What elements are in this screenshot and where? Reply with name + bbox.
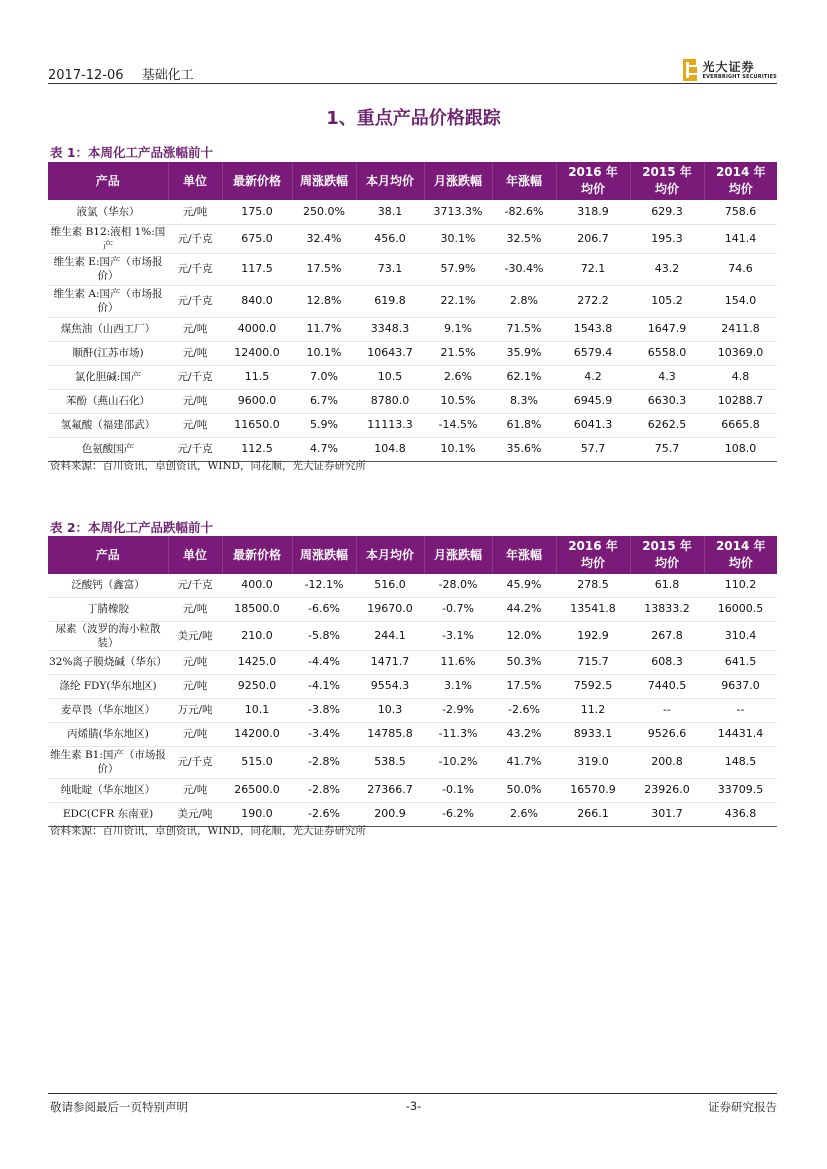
cell-product-name: 泛酸钙（鑫富）	[48, 574, 168, 597]
cell-avg-2015: 6558.0	[630, 341, 704, 365]
cell-yearly-change: 43.2%	[492, 722, 556, 746]
cell-monthly-change: -2.9%	[424, 698, 492, 722]
col-2014-avg: 2014 年 均价	[704, 162, 777, 200]
table-row	[48, 413, 777, 437]
cell-unit: 元/千克	[168, 437, 222, 461]
cell-latest-price: 210.0	[222, 621, 292, 650]
cell-avg-2016: 13541.8	[556, 597, 630, 621]
cell-latest-price: 9250.0	[222, 674, 292, 698]
cell-latest-price: 1425.0	[222, 650, 292, 674]
cell-yearly-change: 2.8%	[492, 285, 556, 317]
table-row	[48, 389, 777, 413]
cell-avg-2016: 715.7	[556, 650, 630, 674]
cell-unit: 元/吨	[168, 341, 222, 365]
cell-monthly-change: 57.9%	[424, 253, 492, 285]
cell-yearly-change: 50.3%	[492, 650, 556, 674]
cell-yearly-change: 32.5%	[492, 224, 556, 253]
cell-unit: 元/千克	[168, 365, 222, 389]
cell-product-name: 液氯（华东）	[48, 200, 168, 224]
cell-monthly-change: 11.6%	[424, 650, 492, 674]
report-sector: 基础化工	[141, 68, 194, 83]
cell-avg-2016: 278.5	[556, 574, 630, 597]
cell-avg-2015: 629.3	[630, 200, 704, 224]
cell-yearly-change: 62.1%	[492, 365, 556, 389]
cell-monthly-change: -28.0%	[424, 574, 492, 597]
cell-latest-price: 400.0	[222, 574, 292, 597]
cell-avg-2015: 61.8	[630, 574, 704, 597]
col-weekly-change: 周涨跌幅	[292, 536, 356, 574]
table-row	[48, 650, 777, 674]
cell-latest-price: 11.5	[222, 365, 292, 389]
cell-monthly-change: 10.5%	[424, 389, 492, 413]
cell-avg-2016: 6579.4	[556, 341, 630, 365]
section-title: 1、重点产品价格跟踪	[326, 108, 501, 129]
cell-month-avg: 10.3	[356, 698, 424, 722]
cell-avg-2014: 4.8	[704, 365, 777, 389]
cell-avg-2016: 206.7	[556, 224, 630, 253]
cell-yearly-change: 8.3%	[492, 389, 556, 413]
cell-avg-2014: 14431.4	[704, 722, 777, 746]
table-row	[48, 365, 777, 389]
cell-product-name: 纯吡啶（华东地区）	[48, 778, 168, 802]
cell-product-name: 维生素 B12:液相 1%:国产	[48, 224, 168, 253]
cell-avg-2014: 33709.5	[704, 778, 777, 802]
logo-mark-icon	[683, 59, 697, 81]
cell-avg-2016: 319.0	[556, 746, 630, 778]
cell-latest-price: 10.1	[222, 698, 292, 722]
cell-unit: 元/吨	[168, 200, 222, 224]
cell-month-avg: 538.5	[356, 746, 424, 778]
cell-product-name: 32%离子膜烧碱（华东）	[48, 650, 168, 674]
cell-unit: 元/千克	[168, 746, 222, 778]
cell-month-avg: 8780.0	[356, 389, 424, 413]
cell-month-avg: 10.5	[356, 365, 424, 389]
cell-weekly-change: 32.4%	[292, 224, 356, 253]
cell-weekly-change: 250.0%	[292, 200, 356, 224]
cell-avg-2014: 74.6	[704, 253, 777, 285]
cell-latest-price: 14200.0	[222, 722, 292, 746]
cell-avg-2014: 110.2	[704, 574, 777, 597]
cell-avg-2015: 7440.5	[630, 674, 704, 698]
cell-product-name: 丙烯腈(华东地区)	[48, 722, 168, 746]
cell-product-name: 色氨酸国产	[48, 437, 168, 461]
cell-weekly-change: -4.4%	[292, 650, 356, 674]
cell-monthly-change: 22.1%	[424, 285, 492, 317]
col-2016-avg: 2016 年 均价	[556, 162, 630, 200]
cell-weekly-change: -3.8%	[292, 698, 356, 722]
cell-latest-price: 12400.0	[222, 341, 292, 365]
cell-monthly-change: 30.1%	[424, 224, 492, 253]
cell-unit: 万元/吨	[168, 698, 222, 722]
cell-month-avg: 516.0	[356, 574, 424, 597]
table2-header-row	[48, 536, 777, 574]
cell-avg-2015: --	[630, 698, 704, 722]
page-number: -3-	[405, 1099, 422, 1113]
cell-product-name: 煤焦油（山西工厂）	[48, 317, 168, 341]
cell-monthly-change: 3.1%	[424, 674, 492, 698]
cell-avg-2016: 16570.9	[556, 778, 630, 802]
cell-latest-price: 9600.0	[222, 389, 292, 413]
cell-yearly-change: 71.5%	[492, 317, 556, 341]
cell-yearly-change: 2.6%	[492, 802, 556, 826]
cell-product-name: 维生素 A:国产（市场报价）	[48, 285, 168, 317]
cell-monthly-change: -3.1%	[424, 621, 492, 650]
cell-avg-2016: 7592.5	[556, 674, 630, 698]
cell-monthly-change: -14.5%	[424, 413, 492, 437]
table1-caption: 表 1：本周化工产品涨幅前十	[50, 145, 214, 160]
cell-avg-2014: 758.6	[704, 200, 777, 224]
col-month-avg: 本月均价	[356, 536, 424, 574]
cell-avg-2015: 9526.6	[630, 722, 704, 746]
footer-disclaimer: 敬请参阅最后一页特别声明	[50, 1100, 188, 1114]
col-monthly-change: 月涨跌幅	[424, 162, 492, 200]
cell-avg-2015: 23926.0	[630, 778, 704, 802]
cell-yearly-change: -2.6%	[492, 698, 556, 722]
col-latest-price: 最新价格	[222, 162, 292, 200]
table-row	[48, 597, 777, 621]
cell-yearly-change: 45.9%	[492, 574, 556, 597]
cell-latest-price: 515.0	[222, 746, 292, 778]
cell-avg-2014: 310.4	[704, 621, 777, 650]
table2-source: 资料来源：百川资讯，卓创资讯，WIND，同花顺，光大证券研究所	[50, 825, 367, 837]
col-2015-avg: 2015 年 均价	[630, 162, 704, 200]
cell-yearly-change: -30.4%	[492, 253, 556, 285]
cell-product-name: 氢氟酸（福建邵武）	[48, 413, 168, 437]
cell-unit: 元/吨	[168, 778, 222, 802]
col-yearly-change: 年涨幅	[492, 536, 556, 574]
cell-product-name: EDC(CFR 东南亚)	[48, 802, 168, 826]
cell-avg-2015: 6262.5	[630, 413, 704, 437]
everbright-logo	[683, 58, 777, 82]
cell-unit: 元/吨	[168, 317, 222, 341]
cell-monthly-change: -6.2%	[424, 802, 492, 826]
cell-avg-2015: 267.8	[630, 621, 704, 650]
cell-avg-2016: 4.2	[556, 365, 630, 389]
cell-latest-price: 11650.0	[222, 413, 292, 437]
cell-product-name: 涤纶 FDY(华东地区)	[48, 674, 168, 698]
cell-month-avg: 244.1	[356, 621, 424, 650]
cell-latest-price: 840.0	[222, 285, 292, 317]
cell-avg-2016: 266.1	[556, 802, 630, 826]
cell-month-avg: 11113.3	[356, 413, 424, 437]
cell-yearly-change: 12.0%	[492, 621, 556, 650]
col-product: 产品	[48, 536, 168, 574]
cell-avg-2016: 6945.9	[556, 389, 630, 413]
header-info	[48, 64, 208, 83]
cell-product-name: 苯酚（燕山石化）	[48, 389, 168, 413]
table-row	[48, 224, 777, 253]
table2	[48, 536, 777, 827]
cell-product-name: 麦草畏（华东地区）	[48, 698, 168, 722]
table1	[48, 162, 777, 462]
cell-avg-2014: 16000.5	[704, 597, 777, 621]
cell-monthly-change: 21.5%	[424, 341, 492, 365]
table1-source: 资料来源：百川资讯，卓创资讯，WIND，同花顺，光大证券研究所	[50, 460, 367, 472]
cell-product-name: 顺酐(江苏市场)	[48, 341, 168, 365]
cell-weekly-change: 4.7%	[292, 437, 356, 461]
cell-weekly-change: 7.0%	[292, 365, 356, 389]
col-unit: 单位	[168, 536, 222, 574]
cell-product-name: 维生素 B1:国产（市场报价）	[48, 746, 168, 778]
cell-avg-2016: 192.9	[556, 621, 630, 650]
logo-en-text: EVERBRIGHT SECURITIES	[702, 73, 777, 80]
cell-avg-2014: 2411.8	[704, 317, 777, 341]
cell-yearly-change: 17.5%	[492, 674, 556, 698]
cell-avg-2015: 13833.2	[630, 597, 704, 621]
cell-yearly-change: 35.6%	[492, 437, 556, 461]
col-product: 产品	[48, 162, 168, 200]
cell-unit: 元/吨	[168, 722, 222, 746]
cell-avg-2014: 436.8	[704, 802, 777, 826]
cell-month-avg: 3348.3	[356, 317, 424, 341]
cell-month-avg: 19670.0	[356, 597, 424, 621]
table-row	[48, 621, 777, 650]
cell-monthly-change: -0.1%	[424, 778, 492, 802]
cell-month-avg: 1471.7	[356, 650, 424, 674]
col-yearly-change: 年涨幅	[492, 162, 556, 200]
cell-avg-2016: 272.2	[556, 285, 630, 317]
cell-unit: 元/吨	[168, 597, 222, 621]
cell-unit: 美元/吨	[168, 802, 222, 826]
cell-latest-price: 26500.0	[222, 778, 292, 802]
table-row	[48, 574, 777, 597]
cell-latest-price: 175.0	[222, 200, 292, 224]
cell-avg-2014: 154.0	[704, 285, 777, 317]
cell-latest-price: 112.5	[222, 437, 292, 461]
cell-yearly-change: 44.2%	[492, 597, 556, 621]
cell-weekly-change: -2.6%	[292, 802, 356, 826]
footer-report-type: 证券研究报告	[708, 1100, 777, 1114]
footer-divider	[48, 1093, 777, 1094]
cell-avg-2015: 1647.9	[630, 317, 704, 341]
cell-month-avg: 456.0	[356, 224, 424, 253]
cell-latest-price: 675.0	[222, 224, 292, 253]
cell-yearly-change: -82.6%	[492, 200, 556, 224]
cell-product-name: 丁腈橡胶	[48, 597, 168, 621]
table-row	[48, 674, 777, 698]
cell-weekly-change: -3.4%	[292, 722, 356, 746]
cell-month-avg: 200.9	[356, 802, 424, 826]
cell-avg-2014: 108.0	[704, 437, 777, 461]
cell-weekly-change: 12.8%	[292, 285, 356, 317]
cell-avg-2014: 10369.0	[704, 341, 777, 365]
cell-monthly-change: -11.3%	[424, 722, 492, 746]
cell-weekly-change: 17.5%	[292, 253, 356, 285]
cell-avg-2015: 105.2	[630, 285, 704, 317]
cell-weekly-change: -2.8%	[292, 746, 356, 778]
cell-month-avg: 9554.3	[356, 674, 424, 698]
cell-month-avg: 10643.7	[356, 341, 424, 365]
col-2015-avg: 2015 年 均价	[630, 536, 704, 574]
cell-unit: 元/吨	[168, 674, 222, 698]
cell-yearly-change: 61.8%	[492, 413, 556, 437]
cell-avg-2016: 72.1	[556, 253, 630, 285]
cell-weekly-change: 6.7%	[292, 389, 356, 413]
cell-avg-2015: 6630.3	[630, 389, 704, 413]
cell-latest-price: 117.5	[222, 253, 292, 285]
col-month-avg: 本月均价	[356, 162, 424, 200]
table-row	[48, 698, 777, 722]
cell-avg-2014: 148.5	[704, 746, 777, 778]
col-weekly-change: 周涨跌幅	[292, 162, 356, 200]
cell-monthly-change: -0.7%	[424, 597, 492, 621]
cell-unit: 元/吨	[168, 650, 222, 674]
table2-caption: 表 2：本周化工产品跌幅前十	[50, 520, 214, 535]
table-row	[48, 200, 777, 224]
cell-weekly-change: -5.8%	[292, 621, 356, 650]
cell-product-name: 尿素（波罗的海小粒散装）	[48, 621, 168, 650]
cell-weekly-change: -12.1%	[292, 574, 356, 597]
cell-weekly-change: 11.7%	[292, 317, 356, 341]
cell-avg-2016: 318.9	[556, 200, 630, 224]
cell-unit: 元/吨	[168, 389, 222, 413]
col-unit: 单位	[168, 162, 222, 200]
table-row	[48, 317, 777, 341]
cell-weekly-change: 5.9%	[292, 413, 356, 437]
cell-avg-2015: 4.3	[630, 365, 704, 389]
col-2016-avg: 2016 年 均价	[556, 536, 630, 574]
cell-avg-2016: 57.7	[556, 437, 630, 461]
cell-avg-2014: 10288.7	[704, 389, 777, 413]
cell-avg-2015: 43.2	[630, 253, 704, 285]
table-row	[48, 253, 777, 285]
cell-unit: 元/千克	[168, 574, 222, 597]
cell-yearly-change: 35.9%	[492, 341, 556, 365]
cell-yearly-change: 50.0%	[492, 778, 556, 802]
cell-weekly-change: 10.1%	[292, 341, 356, 365]
cell-avg-2016: 8933.1	[556, 722, 630, 746]
table-row	[48, 746, 777, 778]
cell-monthly-change: 2.6%	[424, 365, 492, 389]
cell-monthly-change: 9.1%	[424, 317, 492, 341]
cell-yearly-change: 41.7%	[492, 746, 556, 778]
cell-weekly-change: -4.1%	[292, 674, 356, 698]
cell-avg-2016: 6041.3	[556, 413, 630, 437]
cell-unit: 元/千克	[168, 253, 222, 285]
cell-avg-2015: 195.3	[630, 224, 704, 253]
cell-month-avg: 73.1	[356, 253, 424, 285]
cell-month-avg: 14785.8	[356, 722, 424, 746]
cell-weekly-change: -2.8%	[292, 778, 356, 802]
cell-month-avg: 104.8	[356, 437, 424, 461]
cell-unit: 美元/吨	[168, 621, 222, 650]
cell-month-avg: 38.1	[356, 200, 424, 224]
cell-latest-price: 190.0	[222, 802, 292, 826]
cell-avg-2016: 11.2	[556, 698, 630, 722]
cell-monthly-change: 10.1%	[424, 437, 492, 461]
cell-avg-2014: --	[704, 698, 777, 722]
cell-avg-2016: 1543.8	[556, 317, 630, 341]
header-divider	[48, 83, 777, 84]
cell-avg-2015: 301.7	[630, 802, 704, 826]
cell-unit: 元/千克	[168, 285, 222, 317]
cell-unit: 元/千克	[168, 224, 222, 253]
cell-product-name: 维生素 E:国产（市场报价）	[48, 253, 168, 285]
cell-avg-2014: 641.5	[704, 650, 777, 674]
cell-latest-price: 4000.0	[222, 317, 292, 341]
cell-product-name: 氯化胆碱:国产	[48, 365, 168, 389]
cell-avg-2015: 200.8	[630, 746, 704, 778]
cell-month-avg: 27366.7	[356, 778, 424, 802]
cell-monthly-change: 3713.3%	[424, 200, 492, 224]
col-2014-avg: 2014 年 均价	[704, 536, 777, 574]
col-latest-price: 最新价格	[222, 536, 292, 574]
cell-avg-2014: 141.4	[704, 224, 777, 253]
cell-monthly-change: -10.2%	[424, 746, 492, 778]
cell-avg-2015: 608.3	[630, 650, 704, 674]
cell-weekly-change: -6.6%	[292, 597, 356, 621]
table-row	[48, 285, 777, 317]
cell-avg-2014: 6665.8	[704, 413, 777, 437]
cell-avg-2014: 9637.0	[704, 674, 777, 698]
table-row	[48, 778, 777, 802]
cell-month-avg: 619.8	[356, 285, 424, 317]
table-row	[48, 722, 777, 746]
table-row	[48, 341, 777, 365]
table1-header-row	[48, 162, 777, 200]
cell-latest-price: 18500.0	[222, 597, 292, 621]
col-monthly-change: 月涨跌幅	[424, 536, 492, 574]
report-date: 2017-12-06	[48, 68, 124, 83]
cell-unit: 元/吨	[168, 413, 222, 437]
logo-cn-text: 光大证券	[702, 59, 755, 74]
page-header	[48, 58, 777, 84]
cell-avg-2015: 75.7	[630, 437, 704, 461]
